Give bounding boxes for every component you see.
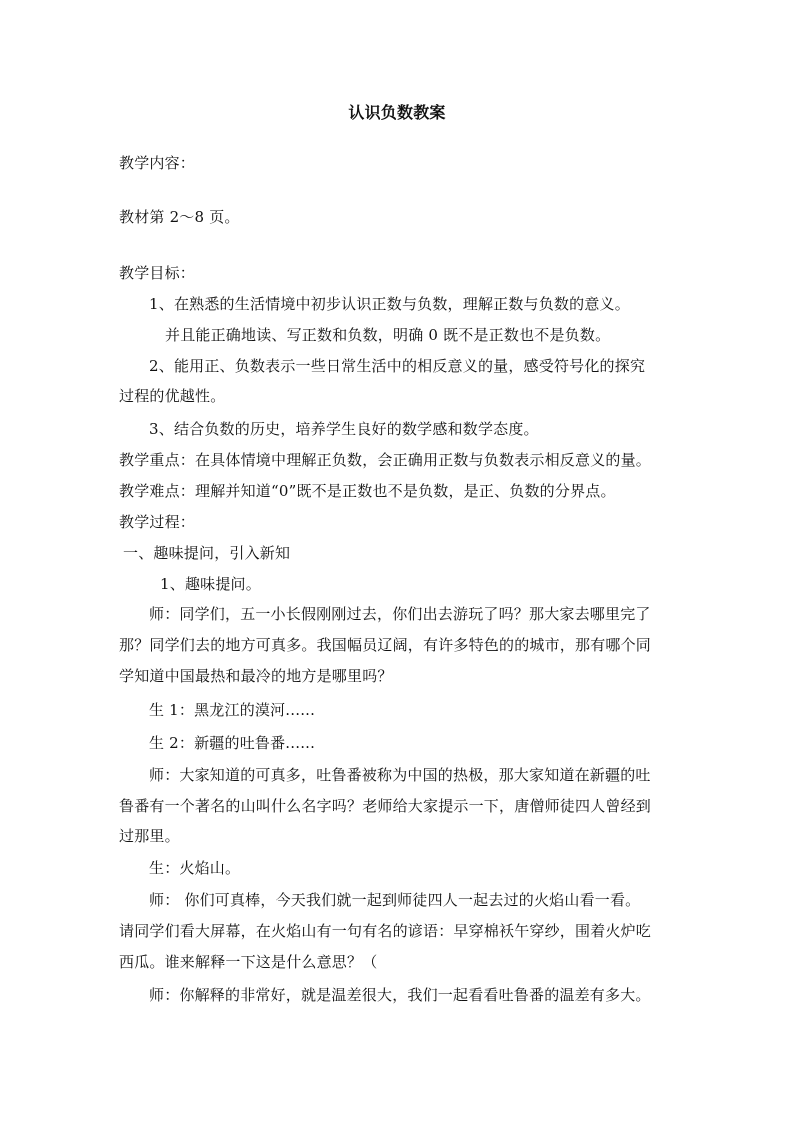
paragraph-3-line-2: 请同学们看大屏幕，在火焰山有一句有名的谚语：早穿棉袄午穿纱，围着火炉吃: [119, 922, 652, 940]
paragraph-1-line-2: 那？同学们去的地方可真多。我国幅员辽阔，有许多特色的的城市，那有哪个同: [119, 636, 652, 654]
paragraph-3-line-1: 师： 你们可真棒，今天我们就一起到师徒四人一起去过的火焰山看一看。: [149, 891, 641, 909]
paragraph-1-line-3: 学知道中国最热和最冷的地方是哪里吗？: [119, 667, 393, 685]
content-text: 教材第 2～8 页。: [119, 208, 240, 226]
objectives-heading: 教学目标：: [119, 264, 196, 282]
paragraph-1-line-1: 师：同学们，五一小长假刚刚过去，你们出去游玩了吗？那大家去哪里完了: [149, 605, 651, 623]
objective-2-line-2: 过程的优越性。: [119, 387, 226, 405]
difficulty: 教学难点：理解并知道“0”既不是正数也不是负数，是正、负数的分界点。: [119, 482, 616, 500]
objective-2-line-1: 2、能用正、负数表示一些日常生活中的相反意义的量，感受符号化的探究: [149, 357, 646, 375]
objective-3: 3、结合负数的历史，培养学生良好的数学感和数学态度。: [149, 420, 539, 438]
subsection-1-heading: 1、趣味提问。: [160, 575, 261, 593]
key-point: 教学重点：在具体情境中理解正负数，会正确用正数与负数表示相反意义的量。: [119, 451, 652, 469]
paragraph-2-line-3: 过那里。: [119, 827, 180, 845]
paragraph-4-line-1: 师：你解释的非常好，就是温差很大，我们一起看看吐鲁番的温差有多大。: [149, 986, 651, 1004]
objective-1-line-2: 并且能正确地读、写正数和负数，明确 0 既不是正数也不是负数。: [165, 326, 611, 344]
paragraph-2-line-1: 师：大家知道的可真多，吐鲁番被称为中国的热极，那大家知道在新疆的吐: [149, 766, 651, 784]
student-2-answer: 生 2：新疆的吐鲁番......: [149, 734, 316, 752]
document-title: 认识负数教案: [348, 103, 446, 122]
section-1-heading: 一、趣味提问，引入新知: [123, 544, 291, 562]
paragraph-3-line-3: 西瓜。谁来解释一下这是什么意思？（: [119, 953, 378, 971]
objective-1-line-1: 1、在熟悉的生活情境中初步认识正数与负数，理解正数与负数的意义。: [149, 295, 630, 313]
paragraph-2-line-2: 鲁番有一个著名的山叫什么名字吗？老师给大家提示一下，唐僧师徒四人曾经到: [119, 797, 652, 815]
student-1-answer: 生 1：黑龙江的漠河......: [149, 701, 316, 719]
process-heading: 教学过程：: [119, 513, 196, 531]
content-heading: 教学内容：: [119, 154, 196, 172]
student-3-answer: 生：火焰山。: [149, 859, 241, 877]
